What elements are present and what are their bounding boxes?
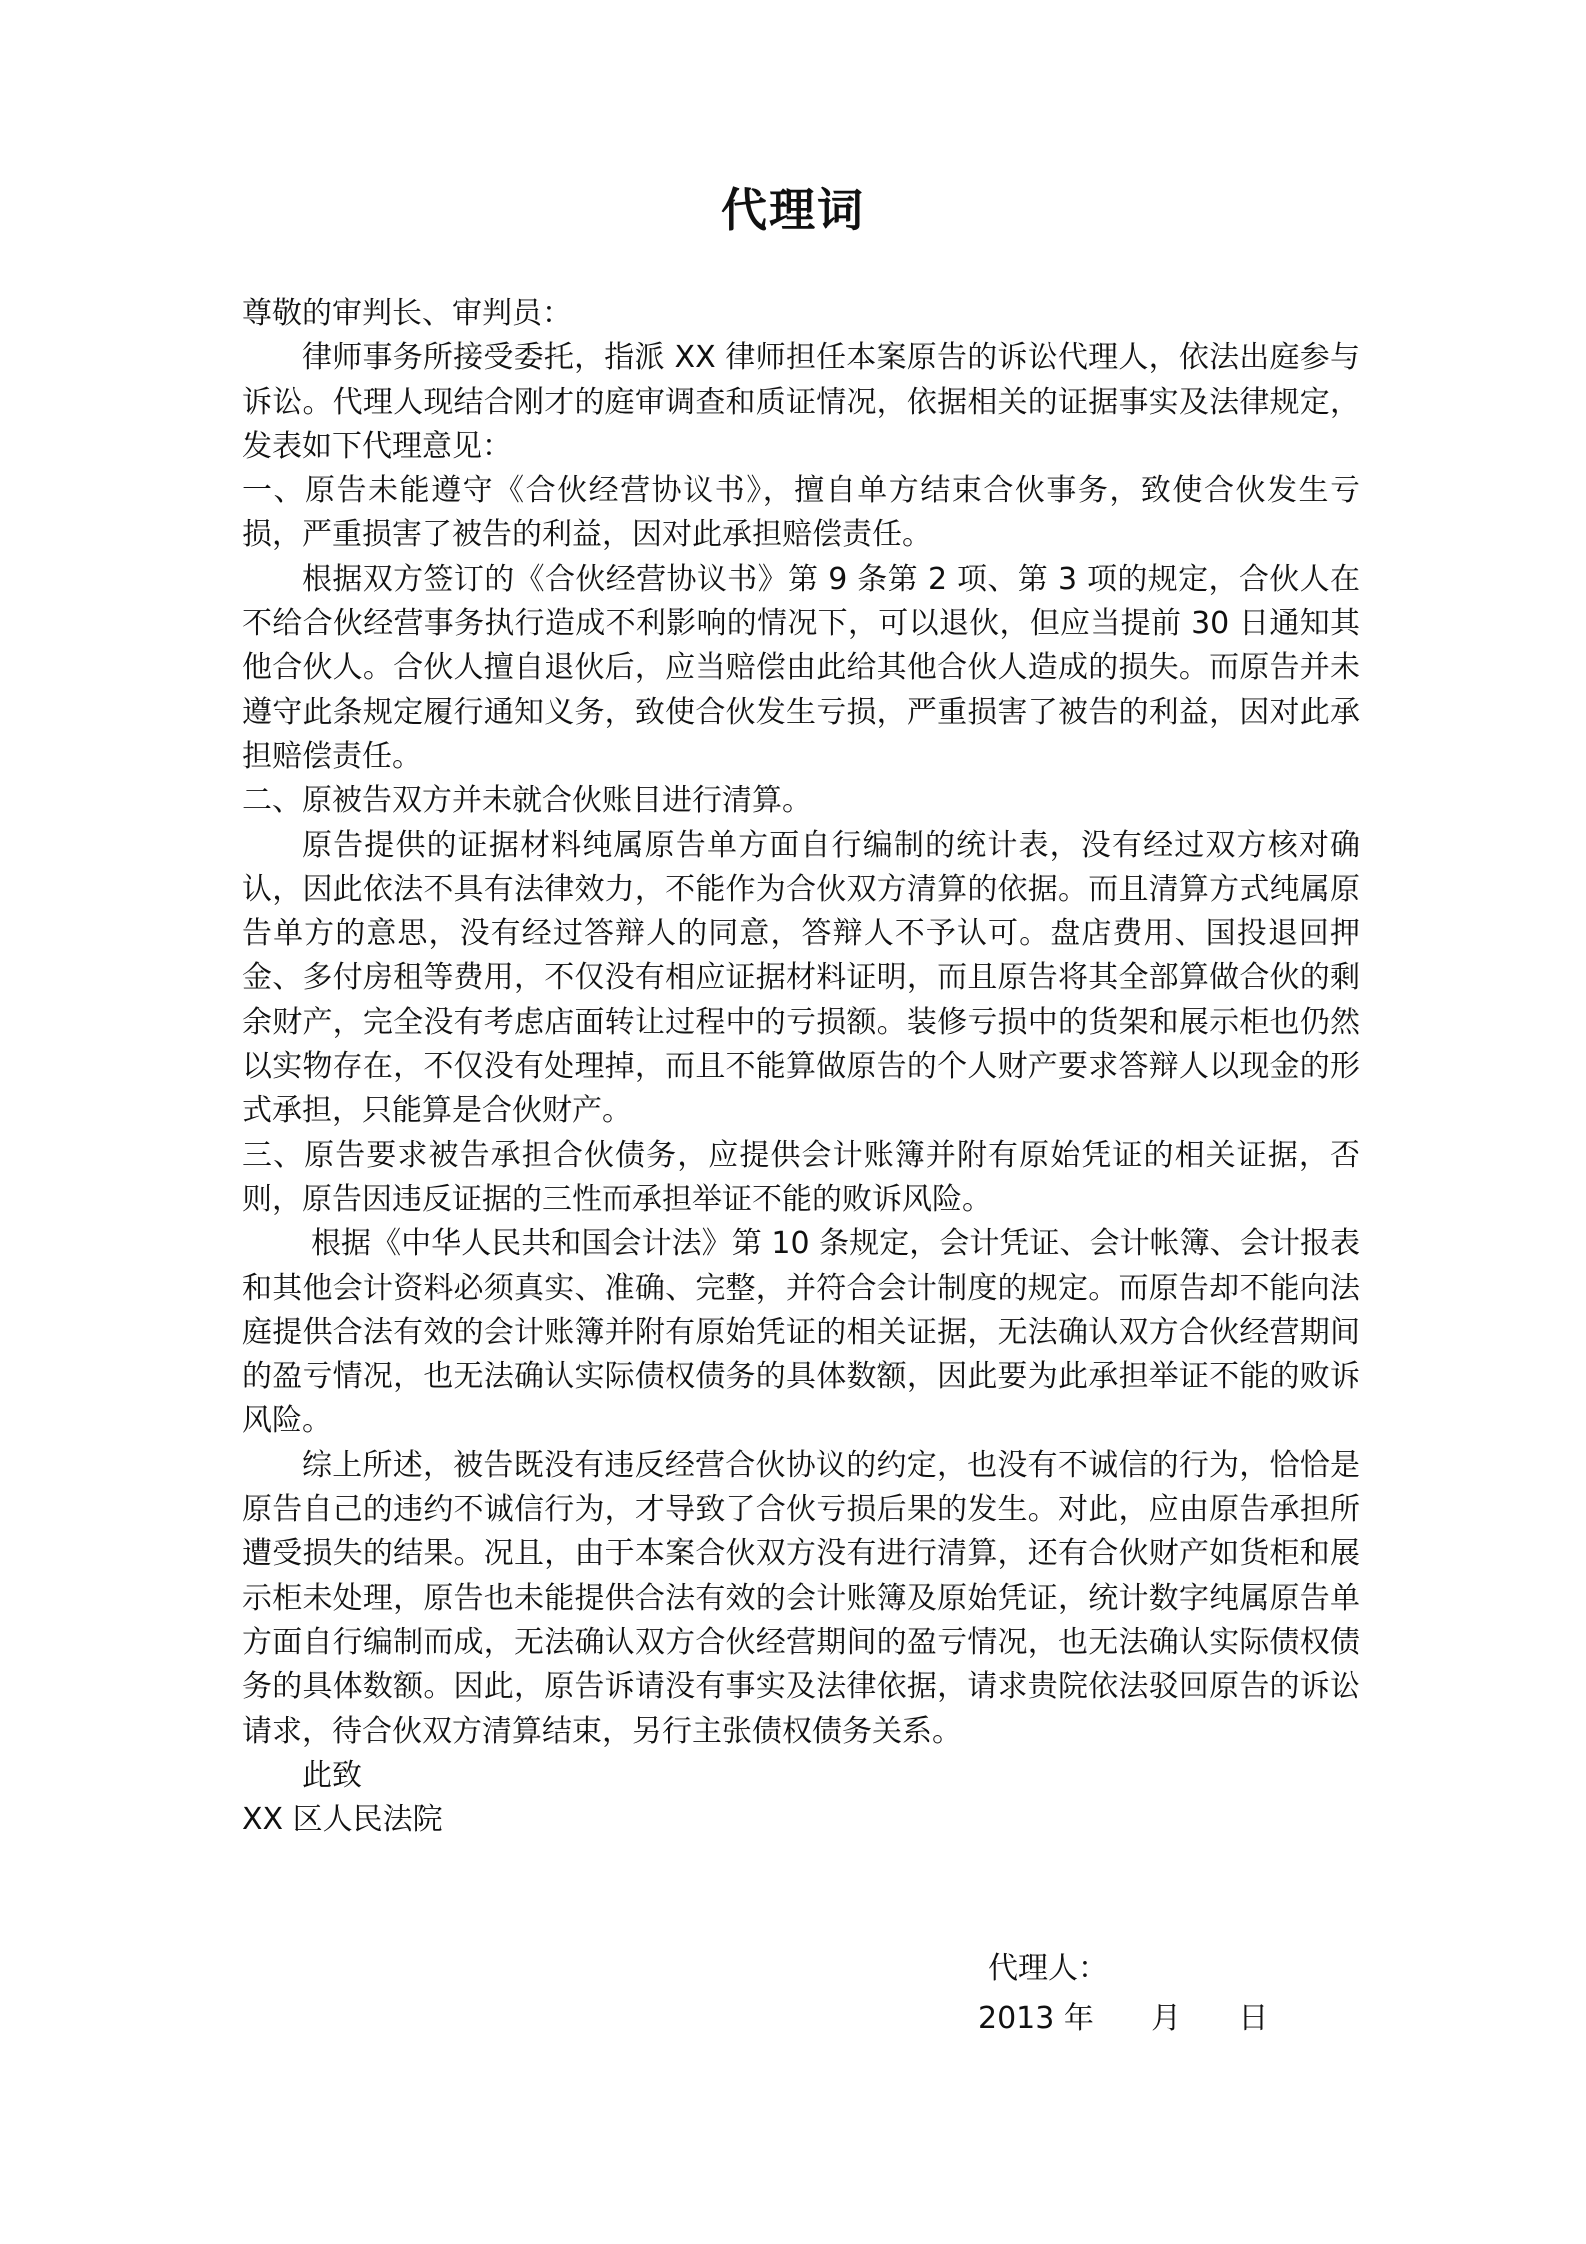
- document-title: 代理词: [721, 183, 865, 237]
- point-2-body: 原告提供的证据材料纯属原告单方面自行编制的统计表，没有经过双方核对确认，因此依法不具有法律效力，不能作为合伙双方清算的依据。而且清算方式纯属原告单方的意思，没有经过答辩人的同意，答辩人不予认可。盘店费用、国投退回押金、多付房租等费用，不仅没有相应证据材料证明，而且原告将其全部算做合伙的剩余财产，完全没有考虑店面转让过程中的亏损额。装修亏损中的货架和展示柜也仍然以实物存在，不仅没有处理掉，而且不能算做原告的个人财产要求答辩人以现金的形式承担，只能算是合伙财产。: [242, 827, 1360, 1129]
- point-1-heading: 一、原告未能遵守《合伙经营协议书》，擅自单方结束合伙事务，致使合伙发生亏损，严重损害了被告的利益，因对此承担赔偿责任。: [242, 473, 1360, 553]
- signature-block: [978, 1944, 1268, 2044]
- signature-date: 2013 年 月 日: [978, 2001, 1269, 2036]
- intro-paragraph: 律师事务所接受委托，指派 XX 律师担任本案原告的诉讼代理人，依法出庭参与诉讼。代理人现结合刚才的庭审调查和质证情况，依据相关的证据事实及法律规定，发表如下代理意见：: [242, 340, 1360, 464]
- point-3-body: 根据《中华人民共和国会计法》第 10 条规定，会计凭证、会计帐簿、会计报表和其他会计资料必须真实、准确、完整，并符合会计制度的规定。而原告却不能向法庭提供合法有效的会计账簿并附有原始凭证的相关证据，无法确认双方合伙经营期间的盈亏情况，也无法确认实际债权债务的具体数额，因此要为此承担举证不能的败诉风险。: [242, 1226, 1360, 1439]
- conclusion-paragraph: 综上所述，被告既没有违反经营合伙协议的约定，也没有不诚信的行为，恰恰是原告自己的违约不诚信行为，才导致了合伙亏损后果的发生。对此，应由原告承担所遭受损失的结果。况且，由于本案合伙双方没有进行清算，还有合伙财产如货柜和展示柜未处理，原告也未能提供合法有效的会计账簿及原始凭证，统计数字纯属原告单方面自行编制而成，无法确认双方合伙经营期间的盈亏情况，也无法确认实际债权债务的具体数额。因此，原告诉请没有事实及法律依据，请求贵院依法驳回原告的诉讼请求，待合伙双方清算结束，另行主张债权债务关系。: [242, 1447, 1360, 1749]
- document-body: [242, 292, 1360, 1842]
- point-1-body: 根据双方签订的《合伙经营协议书》第 9 条第 2 项、第 3 项的规定，合伙人在不给合伙经营事务执行造成不利影响的情况下，可以退伙，但应当提前 30 日通知其他合伙人。合伙人擅自退伙后，应当赔偿由此给其他合伙人造成的损失。而原告并未遵守此条规定履行通知义务，致使合伙发生亏损，严重损害了被告的利益，因对此承担赔偿责任。: [242, 561, 1360, 774]
- point-2-heading: 二、原被告双方并未就合伙账目进行清算。: [242, 783, 812, 819]
- point-3-heading: 三、原告要求被告承担合伙债务，应提供会计账簿并附有原始凭证的相关证据，否则，原告因违反证据的三性而承担举证不能的败诉风险。: [242, 1137, 1360, 1217]
- closing-phrase: 此致: [302, 1757, 362, 1793]
- signature-label: 代理人：: [988, 1951, 1108, 1986]
- recipient-court: XX 区人民法院: [242, 1802, 443, 1838]
- salutation: 尊敬的审判长、审判员：: [242, 296, 572, 331]
